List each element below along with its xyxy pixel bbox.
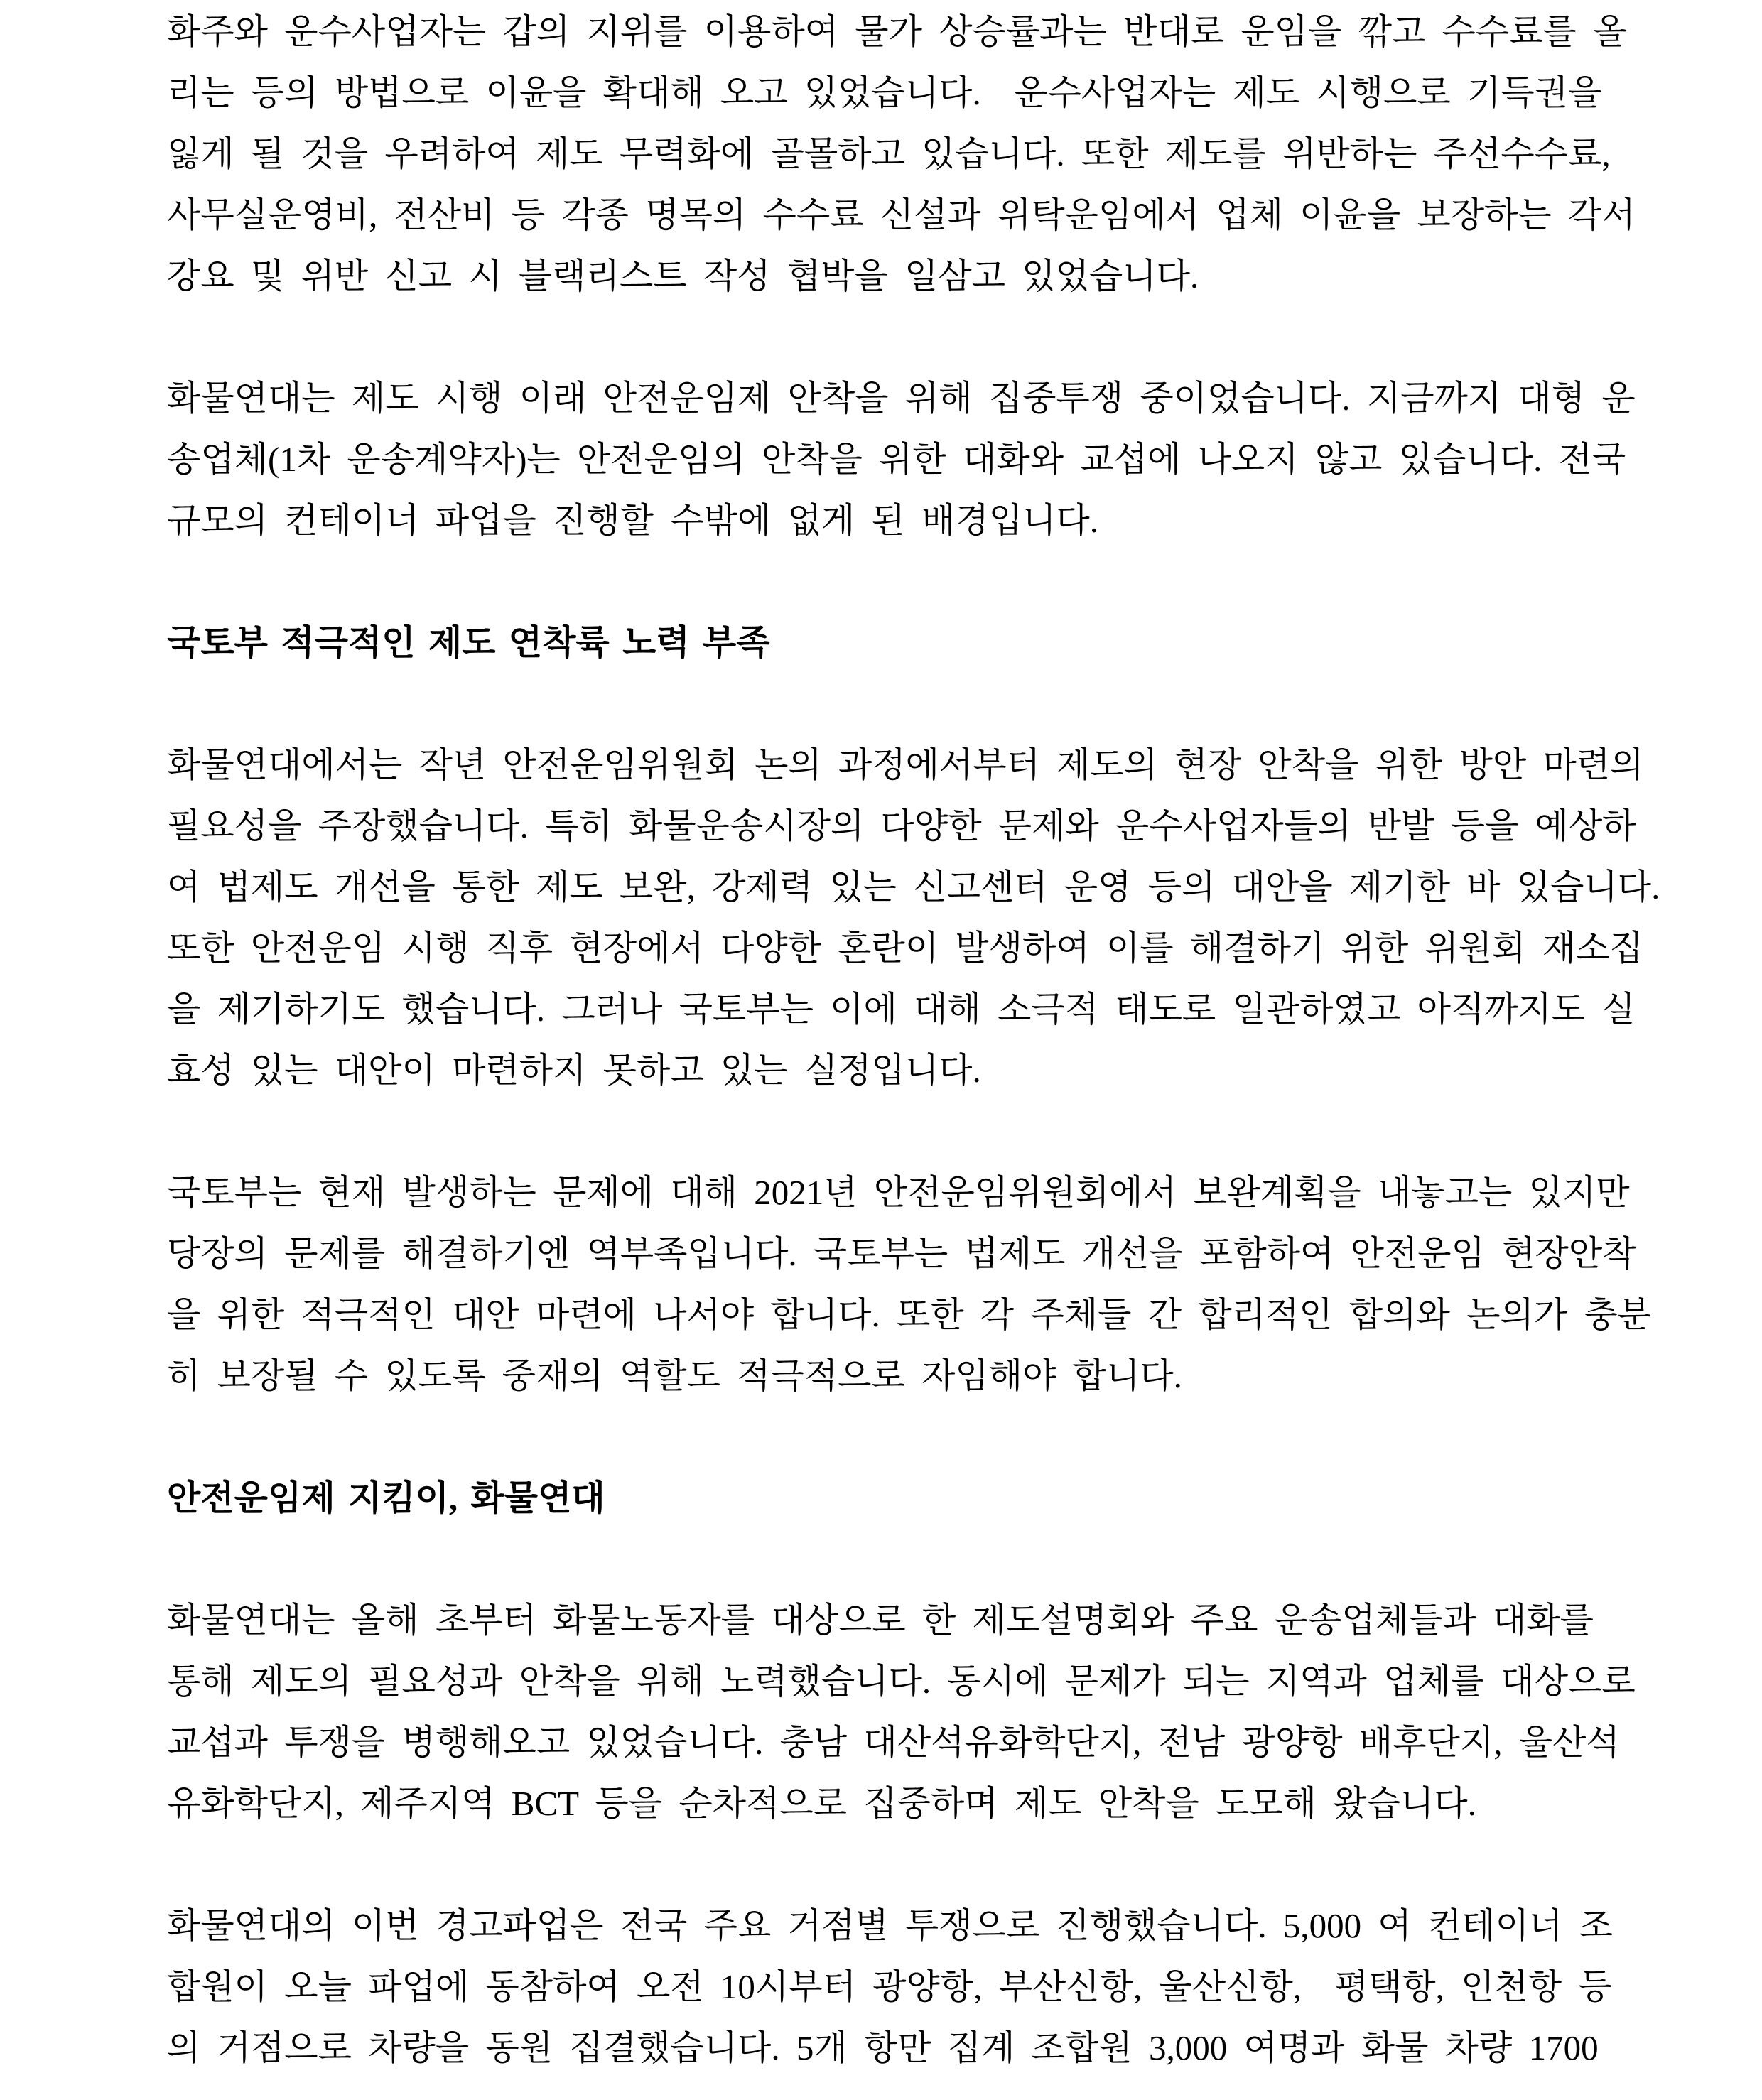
paragraph [167,1590,1675,1834]
text-line: 을 위한 적극적인 대안 마련에 나서야 합니다. 또한 각 주체들 간 합리적인 합의와 논의가 충분 [167,1295,1652,1334]
text-line: 국토부는 현재 발생하는 문제에 대해 2021년 안전운임위원회에서 보완계획을 내놓고는 있지만 [167,1173,1630,1212]
section-heading [167,612,1675,673]
heading-line: 안전운임제 지킴이, 화물연대 [167,1478,605,1517]
text-line: 필요성을 주장했습니다. 특히 화물운송시장의 다양한 문제와 운수사업자들의 반발 등을 예상하 [167,806,1636,845]
text-line: 의 거점으로 차량을 동원 집결했습니다. 5개 항만 집계 조합원 3,000 여명과 화물 차량 1700 [167,2028,1599,2067]
text-line: 송업체(1차 운송계약자)는 안전운임의 안착을 위한 대화와 교섭에 나오지 않고 있습니다. 전국 [167,440,1626,479]
paragraph [167,1162,1675,1407]
text-line: 화물연대는 제도 시행 이래 안전운임제 안착을 위해 집중투쟁 중이었습니다. 지금까지 대형 운 [167,379,1636,418]
text-line: 통해 제도의 필요성과 안착을 위해 노력했습니다. 동시에 문제가 되는 지역과 업체를 대상으로 [167,1662,1636,1701]
text-line: 잃게 될 것을 우려하여 제도 무력화에 골몰하고 있습니다. 또한 제도를 위반하는 주선수수료, [167,134,1611,173]
section-heading [167,1468,1675,1529]
text-line: 화주와 운수사업자는 갑의 지위를 이용하여 물가 상승률과는 반대로 운임을 깎고 수수료를 올 [167,12,1627,51]
text-line: 화물연대에서는 작년 안전운임위원회 논의 과정에서부터 제도의 현장 안착을 위한 방안 마련의 [167,745,1644,784]
text-line: 사무실운영비, 전산비 등 각종 명목의 수수료 신설과 위탁운임에서 업체 이윤을 보장하는 각서 [167,195,1636,234]
text-line: 교섭과 투쟁을 병행해오고 있었습니다. 충남 대산석유화학단지, 전남 광양항 배후단지, 울산석 [167,1723,1620,1762]
text-line: 효성 있는 대안이 마련하지 못하고 있는 실정입니다. [167,1051,981,1090]
text-line: 화물연대의 이번 경고파업은 전국 주요 거점별 투쟁으로 진행했습니다. 5,000 여 컨테이너 조 [167,1906,1613,1945]
paragraph [167,1,1675,307]
text-line: 또한 안전운임 시행 직후 현장에서 다양한 혼란이 발생하여 이를 해결하기 위한 위원회 재소집 [167,929,1643,968]
text-line: 화물연대는 올해 초부터 화물노동자를 대상으로 한 제도설명회와 주요 운송업체들과 대화를 [167,1601,1594,1640]
paragraph [167,735,1675,1101]
text-line: 히 보장될 수 있도록 중재의 역할도 적극적으로 자임해야 합니다. [167,1356,1182,1395]
text-line: 합원이 오늘 파업에 동참하여 오전 10시부터 광양항, 부산신항, 울산신항, 평택항, 인천항 등 [167,1967,1612,2006]
text-line: 여 법제도 개선을 통한 제도 보완, 강제력 있는 신고센터 운영 등의 대안을 제기한 바 있습니다. [167,867,1660,906]
text-line: 당장의 문제를 해결하기엔 역부족입니다. 국토부는 법제도 개선을 포함하여 안전운임 현장안착 [167,1234,1636,1273]
text-line: 유화학단지, 제주지역 BCT 등을 순차적으로 집중하며 제도 안착을 도모해 왔습니다. [167,1784,1476,1823]
text-line: 리는 등의 방법으로 이윤을 확대해 오고 있었습니다. 운수사업자는 제도 시행으로 기득권을 [167,73,1602,112]
heading-line: 국토부 적극적인 제도 연착륙 노력 부족 [167,623,770,662]
text-line: 강요 및 위반 신고 시 블랙리스트 작성 협박을 일삼고 있었습니다. [167,256,1199,296]
text-line: 규모의 컨테이너 파업을 진행할 수밖에 없게 된 배경입니다. [167,501,1099,540]
paragraph [167,368,1675,551]
text-line: 을 제기하기도 했습니다. 그러나 국토부는 이에 대해 소극적 태도로 일관하였고 아직까지도 실 [167,990,1636,1029]
paragraph [167,1895,1675,2079]
